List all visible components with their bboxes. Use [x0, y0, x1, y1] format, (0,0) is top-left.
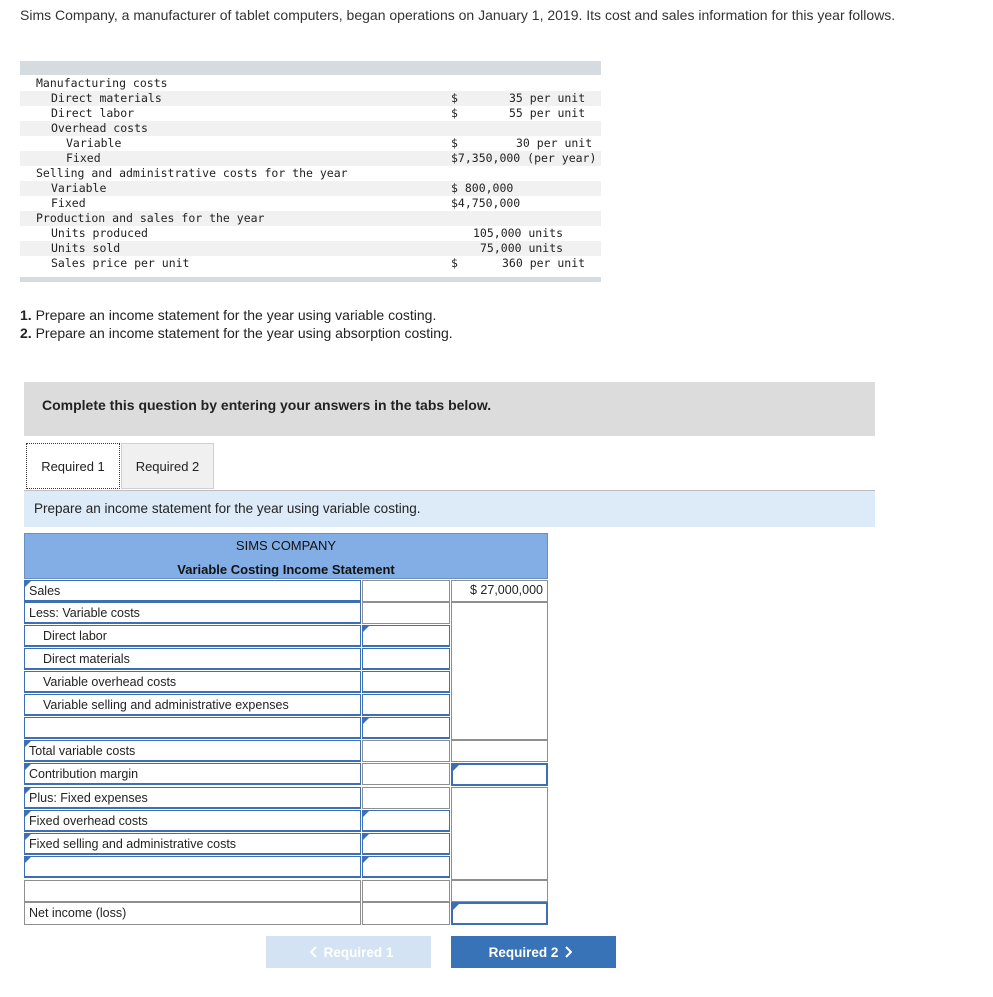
row-label: Direct materials: [51, 91, 162, 105]
less-variable-mid-cell: [362, 602, 450, 624]
net-income-amount-input[interactable]: [451, 902, 548, 925]
prev-required-1-button[interactable]: [266, 936, 431, 968]
fixed-overhead-amount-input[interactable]: [362, 810, 450, 832]
sales-value: $ 27,000,000: [470, 583, 543, 597]
sales-label-input[interactable]: Sales: [24, 580, 361, 602]
blank-amount-input[interactable]: [362, 717, 450, 739]
row-label: Variable: [51, 181, 107, 195]
direct-materials-input[interactable]: Direct materials: [24, 648, 361, 670]
row-value: $7,350,000 (per year): [451, 151, 597, 165]
direct-materials-amount-input[interactable]: [362, 648, 450, 670]
sales-value-cell: [451, 580, 548, 602]
row-label: Sales price per unit: [51, 256, 190, 270]
total-variable-value-cell: [451, 740, 548, 762]
row-value: $4,750,000: [451, 196, 521, 210]
empty-row-right: [451, 880, 548, 902]
table-row: [20, 226, 601, 241]
fixed-overhead-input[interactable]: Fixed overhead costs: [24, 810, 361, 832]
variable-selling-input[interactable]: Variable selling and administrative expenses: [24, 694, 361, 716]
row-label: Manufacturing costs: [36, 76, 168, 90]
dropdown-marker-icon: [363, 626, 369, 632]
blank-amount-input-2[interactable]: [362, 856, 450, 878]
table-top-bar: [20, 61, 601, 75]
dropdown-marker-icon: [25, 811, 31, 817]
tab-required-1[interactable]: Required 1: [26, 443, 120, 489]
variable-selling-amount-input[interactable]: [362, 694, 450, 716]
row-label: Variable: [66, 136, 122, 150]
table-row: [20, 256, 601, 271]
complete-banner-text: Complete this question by entering your answers in the tabs below.: [42, 397, 492, 413]
row-dollar: $: [451, 256, 458, 270]
less-variable-costs-input[interactable]: Less: Variable costs: [24, 602, 361, 624]
statement-title: Variable Costing Income Statement: [177, 562, 395, 577]
instruction-bar: [24, 491, 875, 527]
dropdown-marker-icon: [363, 834, 369, 840]
statement-header: [24, 533, 548, 579]
table-row: [20, 151, 601, 166]
dropdown-marker-icon: [25, 581, 31, 587]
table-row: [20, 76, 601, 91]
row-label: Production and sales for the year: [36, 211, 265, 225]
next-button-label: Required 2: [488, 944, 559, 960]
variable-costs-right-cell: [451, 602, 548, 740]
fixed-selling-input[interactable]: Fixed selling and administrative costs: [24, 833, 361, 855]
table-row: [20, 241, 601, 256]
row-label: Direct labor: [51, 106, 135, 120]
row-value: 360 per unit: [502, 256, 586, 270]
dropdown-marker-icon: [363, 857, 369, 863]
row-label: Overhead costs: [51, 121, 148, 135]
company-name: SIMS COMPANY: [235, 538, 337, 553]
row-label: Units produced: [51, 226, 148, 240]
blank-label-input-2[interactable]: [24, 856, 361, 878]
row-value: 105,000 units: [473, 226, 564, 240]
fixed-expenses-right-cell: [451, 787, 548, 880]
plus-fixed-mid-cell: [362, 787, 450, 809]
dropdown-marker-icon: [453, 765, 459, 771]
sales-mid-cell: [362, 580, 450, 602]
question-list: [20, 306, 453, 342]
complete-banner: [24, 382, 875, 436]
dropdown-marker-icon: [453, 904, 459, 910]
total-variable-mid-cell: [362, 740, 450, 762]
row-label: Selling and administrative costs for the year: [36, 166, 348, 180]
row-value: 55 per unit: [509, 106, 586, 120]
dropdown-marker-icon: [25, 834, 31, 840]
table-row: [20, 181, 601, 196]
row-dollar: $: [451, 91, 458, 105]
table-row: [20, 106, 601, 121]
dropdown-marker-icon: [25, 741, 31, 747]
next-required-2-button[interactable]: [451, 936, 616, 968]
row-dollar: $: [451, 106, 458, 120]
row-value: 35 per unit: [509, 91, 586, 105]
row-value: 30 per unit: [516, 136, 593, 150]
table-row: [20, 121, 601, 136]
variable-overhead-amount-input[interactable]: [362, 671, 450, 693]
question-2: 2. Prepare an income statement for the year using absorption costing.: [20, 325, 453, 341]
table-row: [20, 136, 601, 151]
tab-required-2[interactable]: Required 2: [121, 443, 214, 489]
instruction-text: Prepare an income statement for the year using variable costing.: [34, 501, 421, 516]
blank-label-input[interactable]: [24, 717, 361, 739]
question-1: 1. Prepare an income statement for the year using variable costing.: [20, 307, 437, 323]
direct-labor-amount-input[interactable]: [362, 625, 450, 647]
row-value: $ 800,000: [451, 181, 514, 195]
direct-labor-input[interactable]: Direct labor: [24, 625, 361, 647]
row-label: Fixed: [51, 196, 86, 210]
dropdown-marker-icon: [25, 857, 31, 863]
table-row: [20, 91, 601, 106]
row-value: 75,000 units: [480, 241, 564, 255]
plus-fixed-expenses-input[interactable]: Plus: Fixed expenses: [24, 787, 361, 809]
row-label: Units sold: [51, 241, 121, 255]
table-row: [20, 211, 601, 226]
dropdown-marker-icon: [363, 718, 369, 724]
table-row: [20, 196, 601, 211]
dropdown-marker-icon: [25, 764, 31, 770]
row-dollar: $: [451, 136, 458, 150]
net-income-label: Net income (loss): [24, 902, 361, 925]
empty-row-label: [24, 880, 361, 902]
empty-row-mid: [362, 880, 450, 902]
table-row: [20, 166, 601, 181]
row-label: Fixed: [66, 151, 101, 165]
dropdown-marker-icon: [363, 811, 369, 817]
net-income-mid-cell: [362, 902, 450, 925]
table-bottom-bar: [20, 277, 601, 282]
chevron-right-icon: [564, 946, 572, 958]
total-variable-costs-input[interactable]: Total variable costs: [24, 740, 361, 762]
contribution-mid-cell: [362, 763, 450, 785]
contribution-margin-input[interactable]: Contribution margin: [24, 763, 361, 785]
chevron-left-icon: [310, 946, 318, 958]
prev-button-label: Required 1: [323, 944, 394, 960]
intro-text: Sims Company, a manufacturer of tablet computers, began operations on January 1, 2019. Its cost and sales information for this year follows.: [20, 7, 896, 23]
dropdown-marker-icon: [25, 788, 31, 794]
variable-overhead-input[interactable]: Variable overhead costs: [24, 671, 361, 693]
contribution-margin-amount-input[interactable]: [451, 763, 548, 786]
fixed-selling-amount-input[interactable]: [362, 833, 450, 855]
